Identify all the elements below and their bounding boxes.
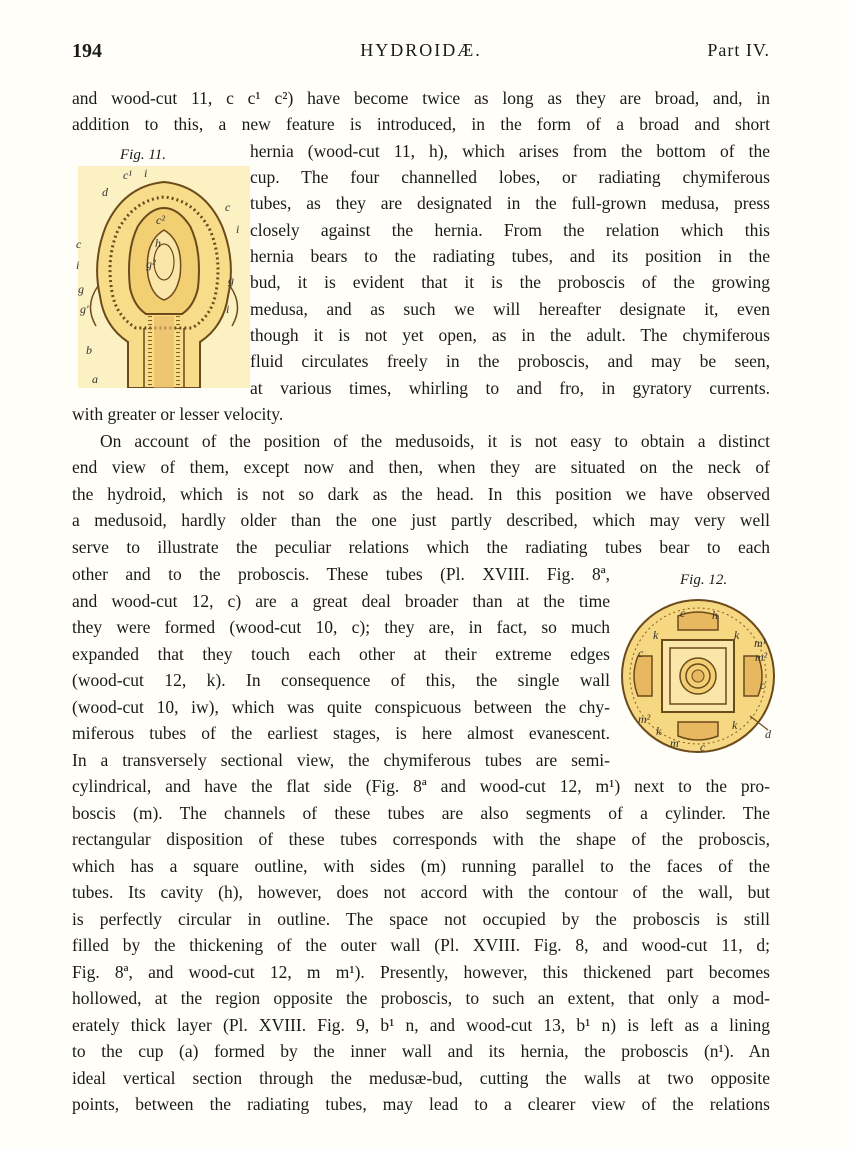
text-line: tubes. Its cavity (h), however, does not accord with the contour of the wall, but [72,882,770,902]
text-line: rectangular disposition of these tubes corresponds with the shape of the proboscis, [72,829,770,849]
text-line: hernia (wood-cut 11, h), which arises from the bottom of the [250,141,770,161]
fig12-label: c [700,740,706,754]
text-line: erately thick layer (Pl. XVIII. Fig. 9, b¹ n, and wood-cut 13, b¹ n) is left as a lining [72,1015,770,1035]
part-label: Part IV. [707,40,770,60]
fig12-label: c [760,678,766,692]
fig12-label: k [653,628,659,642]
text-line: points, between the radiating tubes, may lead to a clearer view of the relations [72,1094,770,1114]
page-header [72,40,770,66]
fig12-label: k [734,628,740,642]
text-line: On account of the position of the medusoids, it is not easy to obtain a distinct [100,431,770,451]
text-line: miferous tubes of the earliest stages, is here almost evanescent. [72,723,610,743]
fig11-label: g [78,282,84,296]
fig11-label: i [144,166,148,180]
fig11-label: b [86,343,92,357]
running-title: HYDROIDÆ. [360,40,482,60]
fig12-label: m¹ [754,636,767,650]
text-line: boscis (m). The channels of these tubes are also segments of a cylinder. The [72,803,770,823]
fig12-caption: Fig. 12. [680,572,728,588]
fig11-label: g² [146,257,156,271]
text-line: and wood-cut 12, c) are a great deal broader than at the time [72,591,610,611]
fig12-label: m² [638,712,651,726]
text-line: though it is not yet open, as in the adult. The chymiferous [250,325,770,345]
text-line: addition to this, a new feature is introduced, in the form of a broad and short [72,114,770,134]
fig11-label: c [76,237,82,251]
text-line: to the cup (a) formed by the inner wall and its hernia, the proboscis (n¹). An [72,1041,770,1061]
text-line: end view of them, except now and then, when they are situated on the neck of [72,457,770,477]
text-line: medusa, and as such we will hereafter designate it, even [250,299,770,319]
fig11-label: i [226,302,230,316]
fig12-label: k [732,718,738,732]
fig11-label: c¹ [123,168,132,182]
text-line: serve to illustrate the peculiar relations which the radiating tubes bear to each [72,537,770,557]
fig12-label: c [680,606,686,620]
fig11-label: d [102,185,108,199]
text-line: which has a square outline, with sides (m) running parallel to the faces of the [72,856,770,876]
text-line: In a transversely sectional view, the chymiferous tubes are semi- [72,750,610,770]
fig11-caption: Fig. 11. [120,147,166,163]
text-line: filled by the thickening of the outer wall (Pl. XVIII. Fig. 8, and wood-cut 11, d; [72,935,770,955]
fig12-label: m² [755,650,768,664]
text-line: other and to the proboscis. These tubes (Pl. XVIII. Fig. 8ª, [72,564,610,584]
fig12-label: d [765,727,771,741]
fig12-label: m [670,736,679,750]
text-line: tubes, as they are designated in the full-grown medusa, press [250,193,770,213]
fig11-label: a [92,372,98,386]
text-line: hollowed, at the region opposite the proboscis, to such an extent, that only a mod- [72,988,770,1008]
text-line: Fig. 8ª, and wood-cut 12, m m¹). Presently, however, this thickened part becomes [72,962,770,982]
fig11-label: i [76,258,80,272]
fig12-illustration [618,596,778,756]
text-line: cup. The four channelled lobes, or radiating chymiferous [250,167,770,187]
text-line: (wood-cut 12, k). In consequence of this, the single wall [72,670,610,690]
text-line: at various times, whirling to and fro, in gyratory currents. [250,378,770,398]
text-line: with greater or lesser velocity. [72,404,284,424]
fig11-label: h [155,236,161,250]
fig11-label: c [225,200,231,214]
text-line: fluid circulates freely in the proboscis, and may be seen, [250,351,770,371]
fig11-label: i [236,222,240,236]
text-line: (wood-cut 10, iw), which was quite conspicuous between the chy- [72,697,610,717]
text-line: and wood-cut 11, c c¹ c²) have become twice as long as they are broad, and, in [72,88,770,108]
text-line: ideal vertical section through the medusæ-bud, cutting the walls at two opposite [72,1068,770,1088]
text-line: closely against the hernia. From the relation which this [250,220,770,240]
fig11-label: c² [156,213,165,227]
page-number: 194 [72,40,102,62]
fig12-label: h [712,608,718,622]
text-line: the hydroid, which is not so dark as the head. In this position we have observed [72,484,770,504]
text-line: bud, it is evident that it is the proboscis of the growing [250,272,770,292]
text-line: is perfectly circular in outline. The space not occupied by the proboscis is still [72,909,770,929]
text-line: they were formed (wood-cut 10, c); they are, in fact, so much [72,617,610,637]
fig11-label: g' [80,302,89,316]
text-line: expanded that they touch each other at their extreme edges [72,644,610,664]
text-line: hernia bears to the radiating tubes, and its position in the [250,246,770,266]
fig12-label: k [656,724,662,738]
fig11-label: g [228,273,234,287]
text-line: cylindrical, and have the flat side (Fig. 8ª and wood-cut 12, m¹) next to the pro- [72,776,770,796]
text-line: a medusoid, hardly older than the one just partly described, which may very well [72,510,770,530]
fig12-label: c [638,646,644,660]
